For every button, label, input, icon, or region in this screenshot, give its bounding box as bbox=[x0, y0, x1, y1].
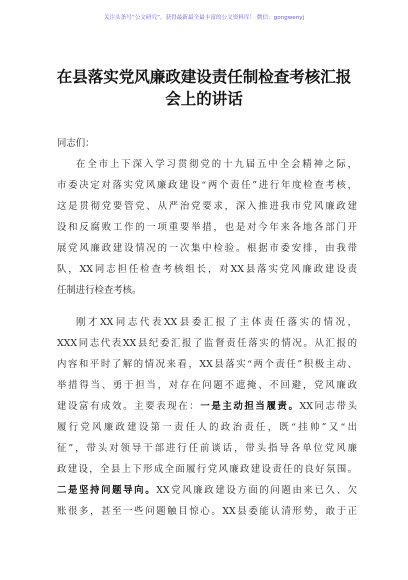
paragraph-2 bbox=[57, 312, 357, 522]
paragraph-1 bbox=[57, 154, 357, 301]
paragraph-line: 展党风廉政建设情况的一次集中检验。根据市委安排，由我带 bbox=[57, 243, 357, 254]
line-segment: XX同志带头 bbox=[299, 401, 357, 412]
salutation: 同志们： bbox=[57, 138, 95, 149]
paragraph-line bbox=[57, 396, 357, 417]
paragraph-line: 账很多，甚至一些问题触目惊心。XX县委能认清形势，敢于正 bbox=[57, 506, 357, 517]
paragraph-line: 征”，带头对领导干部进行任前谈话，带头指导各单位党风廉 bbox=[57, 443, 357, 454]
emphasis-point-2: 二是坚持问题导向。 bbox=[57, 485, 157, 496]
paragraph-line: 市委决定对落实党风廉政建设“两个责任”进行年度检查考核， bbox=[57, 180, 357, 191]
paragraph-line: 任制进行检查考核。 bbox=[57, 285, 142, 296]
page-title bbox=[40, 66, 368, 110]
paragraph-line: 这是贯彻党要管党、从严治党要求，深入推进我市党风廉政建 bbox=[57, 201, 357, 212]
paragraph-gap bbox=[57, 301, 357, 312]
paragraph-line bbox=[57, 480, 357, 501]
paragraph-line: 履行党风廉政建设第一责任人的政治责任，既“挂帅”又“出 bbox=[57, 422, 357, 433]
paragraph-line: 内容和平时了解的情况来看，XX县落实“两个责任”积极主动、 bbox=[57, 359, 357, 370]
paragraph-line: 设和反腐败工作的一项重要举措，也是对今年来各地各部门开 bbox=[57, 222, 357, 233]
emphasis-point-1: 一是主动担当履责。 bbox=[200, 401, 300, 412]
header-banner: 关注头条号“公文研究”，获得最新最全最丰富的公文资料库！ 微信：gongwenyj bbox=[103, 15, 305, 21]
paragraph-line: 队，XX同志担任检查考核组长，对XX县落实党风廉政建设责 bbox=[57, 264, 357, 275]
paragraph-line: 在全市上下深入学习贯彻党的十九届五中全会精神之际， bbox=[76, 159, 357, 170]
title-line-2: 会上的讲话 bbox=[165, 89, 243, 108]
title-line-1: 在县落实党风廉政建设责任制检查考核汇报 bbox=[56, 67, 352, 86]
line-segment: 建设富有成效。主要表现在： bbox=[57, 401, 201, 412]
line-segment: XX党风廉政建设方面的问题由来已久、欠 bbox=[156, 485, 357, 496]
paragraph-line: XXX同志代表XX县纪委汇报了监督责任落实的情况。从汇报的 bbox=[57, 338, 357, 349]
paragraph-line: 刚才XX同志代表XX县委汇报了主体责任落实的情况， bbox=[76, 317, 357, 328]
document-body bbox=[57, 133, 357, 522]
paragraph-line: 政建设，全县上下形成全面履行党风廉政建设责任的良好氛围。 bbox=[57, 464, 357, 475]
paragraph-line: 举措得当、勇于担当，对存在问题不遮掩、不回避，党风廉政 bbox=[57, 380, 357, 391]
